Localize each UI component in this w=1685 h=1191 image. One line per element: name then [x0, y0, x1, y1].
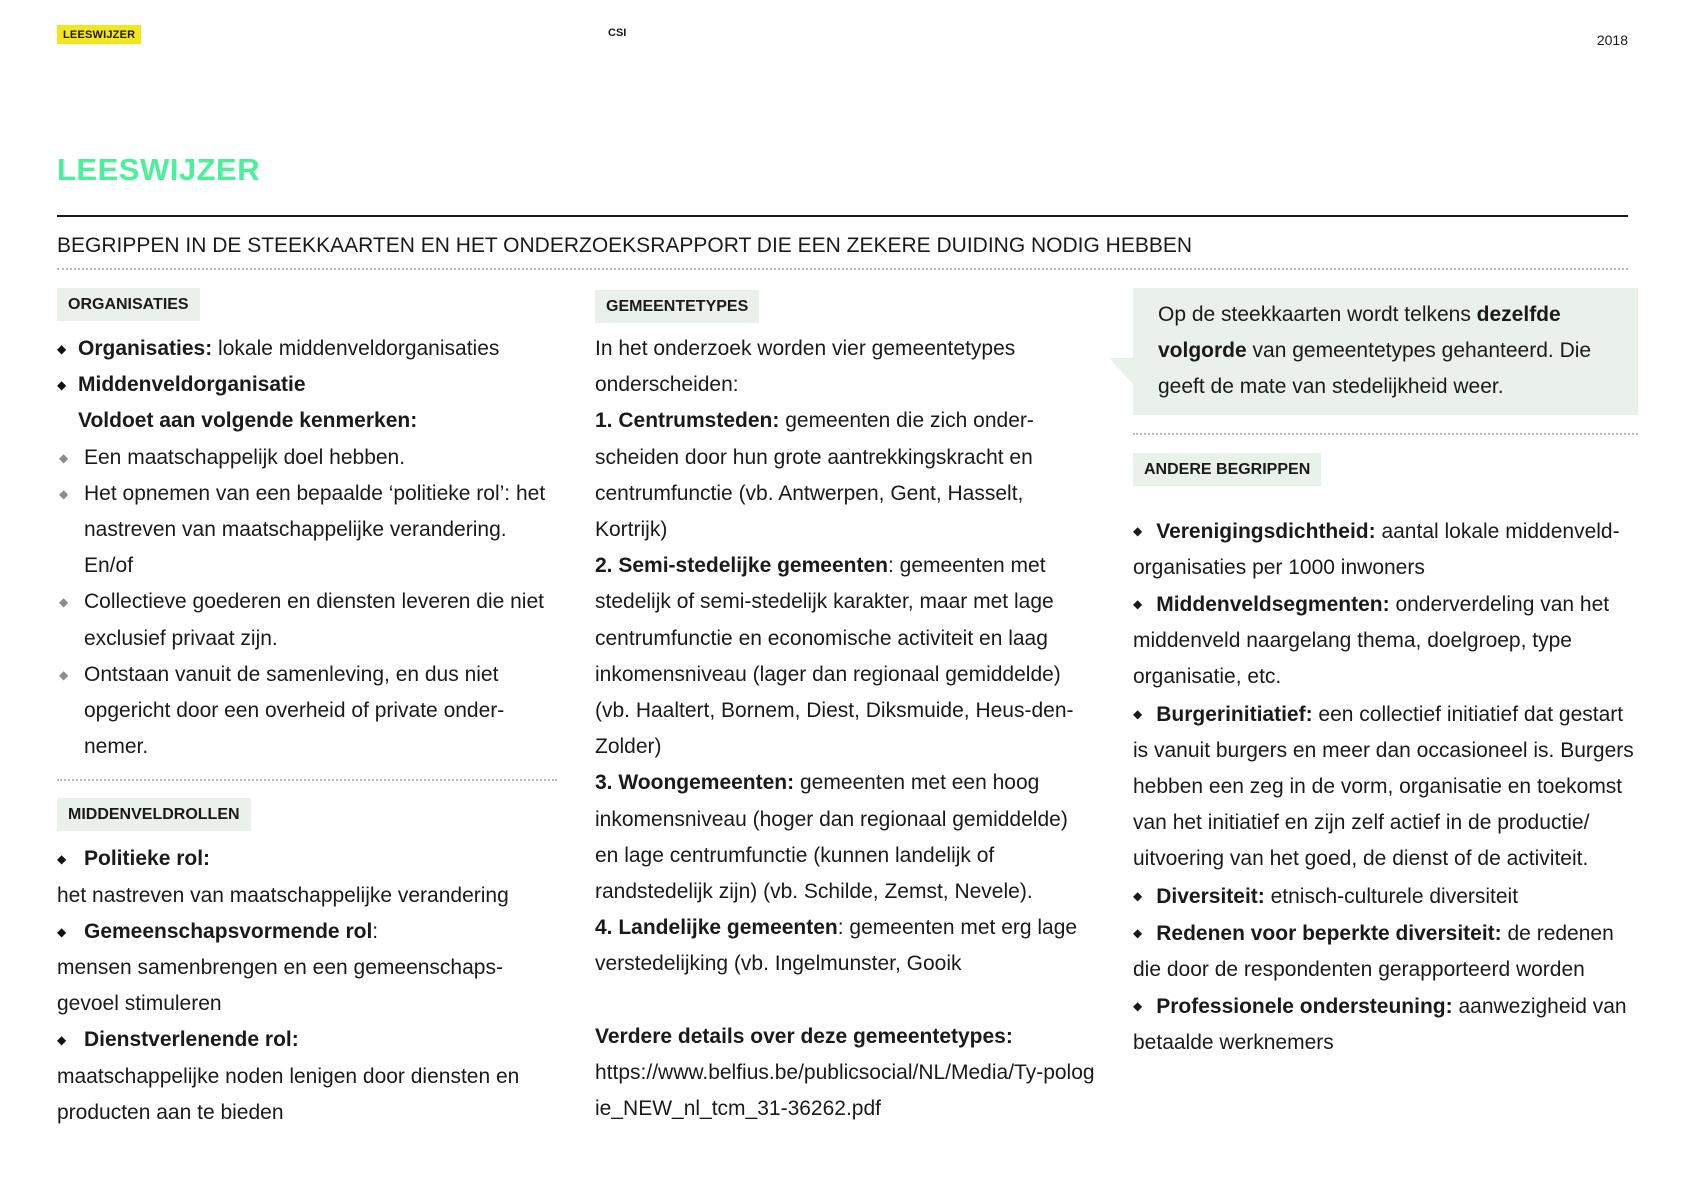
section-divider: [1133, 433, 1638, 435]
header-center-label: CSI: [608, 27, 627, 39]
list-item: ◆ Middenveldsegmenten: onderverdeling van het middenveld naargelang thema, doelgroep, type organisatie, etc.: [1133, 593, 1610, 689]
definition: lokale middenveldorganisaties: [212, 337, 500, 360]
details-link[interactable]: https://www.belfius.be/publicsocial/NL/Media/Ty-pologie_NEW_nl_tcm_31-36262.pdf: [595, 1060, 1095, 1121]
section-label-andere-begrippen: ANDERE BEGRIPPEN: [1133, 453, 1321, 486]
list-item: ◆ Professionele ondersteuning: aanwezigheid van betaalde werknemers: [1133, 995, 1627, 1055]
section-divider: [57, 779, 557, 781]
list-item: ◆ Collectieve goederen en diensten leveren die niet exclusief privaat zijn.: [57, 584, 557, 656]
section-label-gemeentetypes: GEMEENTETYPES: [595, 290, 759, 323]
header-year: 2018: [1596, 32, 1628, 48]
criteria-list: [57, 440, 557, 766]
list-item: ◆ Redenen voor beperkte diversiteit: de redenen die door de respondenten gerapporteerd worden: [1133, 921, 1614, 982]
list-item: ◆ Ontstaan vanuit de samenleving, en dus niet opgericht door een overheid of private onder-nemer.: [57, 657, 557, 766]
header-tag: LEESWIJZER: [57, 25, 141, 44]
list-item: ◆ Het opnemen van een bepaalde ‘politieke rol’: het nastreven van maatschappelijke verandering. En/of: [57, 476, 557, 585]
list-item: [57, 367, 557, 403]
page-subtitle: BEGRIPPEN IN DE STEEKKAARTEN EN HET ONDERZOEKSRAPPORT DIE EEN ZEKERE DUIDING NODIG HEBBEN: [57, 234, 1193, 257]
subtitle-divider: [57, 268, 1628, 270]
list-item: ◆ Burgerinitiatief: een collectief initiatief dat gestart is vanuit burgers en meer dan occasioneel is. Burgers hebben een zeg in de vorm, organisatie en toekomst van het initiatief en zijn zelf actief in de productie/ uitvoering van het goed, de dienst of de activiteit.: [1133, 702, 1634, 871]
list-item: ◆ Verenigingsdichtheid: aantal lokale middenveld-organisaties per 1000 inwoners: [1133, 519, 1620, 579]
role-term: ◆ Gemeenschapsvormende rol:: [57, 914, 557, 950]
column-andere-begrippen: [1133, 288, 1638, 1062]
gemeentetypes-intro: In het onderzoek worden vier gemeentetypes onderscheiden:: [595, 337, 1016, 397]
role-term: ◆ Politieke rol:: [57, 841, 557, 877]
gemeentetype-item: 3. Woongemeenten: gemeenten met een hoog inkomensniveau (hoger dan regionaal gemiddelde) en lage centrumfunctie (kunnen landelijk of randstedelijk zijn) (vb. Schilde, Zemst, Nevele).: [595, 771, 1068, 904]
gemeentetype-item: 1. Centrumsteden: gemeenten die zich onder-scheiden door hun grote aantrekkingskracht en centrumfunctie (vb. Antwerpen, Gent, Hasselt, Kortrijk): [595, 409, 1034, 542]
term: Organisaties:: [78, 337, 213, 360]
role-definition: mensen samenbrengen en een gemeenschaps-gevoel stimuleren: [57, 956, 503, 1016]
andere-begrippen-list: [1133, 513, 1638, 1062]
gemeentetype-item: 2. Semi-stedelijke gemeenten: gemeenten met stedelijk of semi-stedelijk karakter, maar met lage centrumfunctie en economische activiteit en laag inkomensniveau (lager dan regionaal gemiddelde) (vb. Haaltert, Bornem, Diest, Diksmuide, Heus-den-Zolder): [595, 554, 1074, 759]
column-gemeentetypes: [595, 288, 1095, 1127]
section-label-organisaties: ORGANISATIES: [57, 288, 200, 321]
criteria-heading: Voldoet aan volgende kenmerken:: [78, 409, 418, 433]
column-organisaties: [57, 288, 557, 1131]
page-title: LEESWIJZER: [57, 152, 261, 187]
role-term: ◆ Dienstverlenende rol:: [57, 1022, 557, 1058]
list-item: [57, 331, 557, 367]
details-heading: Verdere details over deze gemeentetypes:: [595, 1024, 1013, 1048]
term: Middenveldorganisatie: [78, 373, 306, 397]
role-definition: het nastreven van maatschappelijke verandering: [57, 883, 509, 907]
gemeentetype-item: 4. Landelijke gemeenten: gemeenten met erg lage verstedelijking (vb. Ingelmunster, Gooik: [595, 916, 1078, 976]
organisaties-list: [57, 331, 557, 403]
title-divider: [57, 215, 1628, 217]
section-label-middenveldrollen: MIDDENVELDROLLEN: [57, 798, 251, 831]
list-item: ◆ Een maatschappelijk doel hebben.: [57, 440, 557, 476]
callout-box: Op de steekkaarten wordt telkens dezelfde volgorde van gemeentetypes gehanteerd. Die geeft de mate van stedelijkheid weer.: [1133, 288, 1638, 415]
role-definition: maatschappelijke noden lenigen door diensten en producten aan te bieden: [57, 1064, 520, 1124]
list-item: ◆ Diversiteit: etnisch-culturele diversiteit: [1133, 884, 1519, 908]
roles-block: [57, 841, 557, 1131]
